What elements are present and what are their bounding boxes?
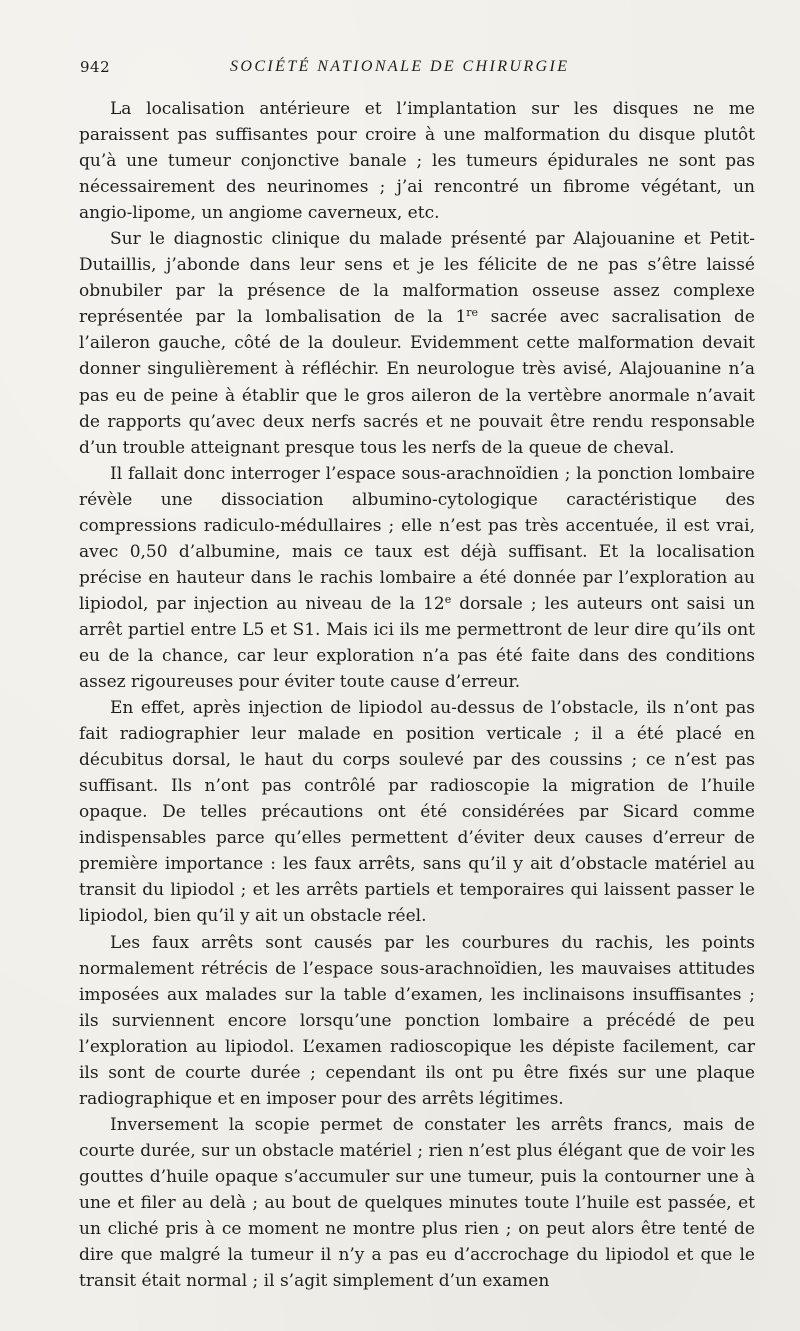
paragraph: Les faux arrêts sont causés par les courbures du rachis, les points normalement rétrécis de l’espace sous-arachnoïdien, les mauvaises attitudes imposées aux malades sur la table d’examen, les inclinaisons insuffisantes ; ils surviennent encore lorsqu’une ponction lombaire a précédé de peu l’exploration au lipiodol. L’examen radioscopique les dépiste facilement, car ils sont de courte durée ; cependant ils ont pu être fixés sur une plaque radiographique et en imposer pour des arrêts légitimes. bbox=[79, 932, 755, 1109]
paragraph-text-part: Il fallait donc interroger l’espace sous-arachnoïdien ; la ponction lombaire révèle une dissociation albumino-cytologique caractéristique des compressions radiculo-médullaires ; elle n’est pas très accentuée, il est vrai, avec 0,50 d’albumine, mais ce taux est déjà suffisant. Et la localisation précise en hauteur dans le rachis lombaire a été donnée par l’exploration au lipiodol, par injection au niveau de la 12 bbox=[79, 463, 755, 614]
superscript: e bbox=[444, 592, 452, 606]
paragraph-text-part: dorsale ; les auteurs ont saisi un arrêt partiel entre L5 et S1. Mais ici ils me permettront de leur dire qu’ils ont eu de la chance, car leur exploration n’a pas été faite dans des conditions assez rigoureuses pour éviter toute cause d’erreur. bbox=[79, 593, 755, 693]
paragraph bbox=[79, 461, 755, 695]
page-number: 942 bbox=[80, 58, 111, 76]
superscript: re bbox=[466, 306, 479, 320]
paragraph-text-part: Sur le diagnostic clinique du malade présenté par Alajouanine et Petit-Dutaillis, j’abonde dans leur sens et je les félicite de ne pas s’être laissé obnubiler par la présence de la malformation osseuse assez complexe représentée par la lombalisation de la 1 bbox=[79, 229, 755, 328]
running-head bbox=[80, 58, 755, 82]
paragraph: En effet, après injection de lipiodol au-dessus de l’obstacle, ils n’ont pas fait radiographier leur malade en position verticale ; il a été placé en décubitus dorsal, le haut du corps soulevé par des coussins ; ce n’est pas suffisant. Ils n’ont pas contrôlé par radioscopie la migration de l’huile opaque. De telles précautions ont été considérées par Sicard comme indispensables parce qu’elles permettent d’éviter deux causes d’erreur de première importance : les faux arrêts, sans qu’il y ait d’obstacle matériel au transit du lipiodol ; et les arrêts partiels et temporaires qui laissent passer le lipiodol, bien qu’il y ait un obstacle réel. bbox=[79, 698, 755, 927]
paragraph: Inversement la scopie permet de constater les arrêts francs, mais de courte durée, sur un obstacle matériel ; rien n’est plus élégant que de voir les gouttes d’huile opaque s’accumuler sur une tumeur, puis la contourner une à une et filer au delà ; au bout de quelques minutes toute l’huile est passée, et un cliché pris à ce moment ne montre plus rien ; on peut alors être tenté de dire que malgré la tumeur il n’y a pas eu d’accrochage du lipiodol et que le transit était normal ; il s’agit simplement d’un examen bbox=[79, 1114, 755, 1292]
journal-title: SOCIÉTÉ NATIONALE DE CHIRURGIE bbox=[230, 58, 570, 75]
paragraph: La localisation antérieure et l’implantation sur les disques ne me paraissent pas suffisantes pour croire à une malformation du disque plutôt qu’à une tumeur conjonctive banale ; les tumeurs épidurales ne sont pas nécessairement des neurinomes ; j’ai rencontré un fibrome végétant, un angio-lipome, un angiome caverneux, etc. bbox=[79, 99, 755, 224]
body-text bbox=[79, 96, 755, 1294]
paragraph-text-part: sacrée avec sacralisation de l’aileron gauche, côté de la douleur. Evidemment cette malformation devait donner singulièrement à réfléchir. En neurologue très avisé, Alajouanine n’a pas eu de peine à établir que le gros aileron de la vertèbre anormale n’avait de rapports qu’avec deux nerfs sacrés et ne pouvait être rendu responsable d’un trouble atteignant presque tous les nerfs de la queue de cheval. bbox=[79, 307, 755, 458]
paragraph bbox=[79, 226, 755, 460]
